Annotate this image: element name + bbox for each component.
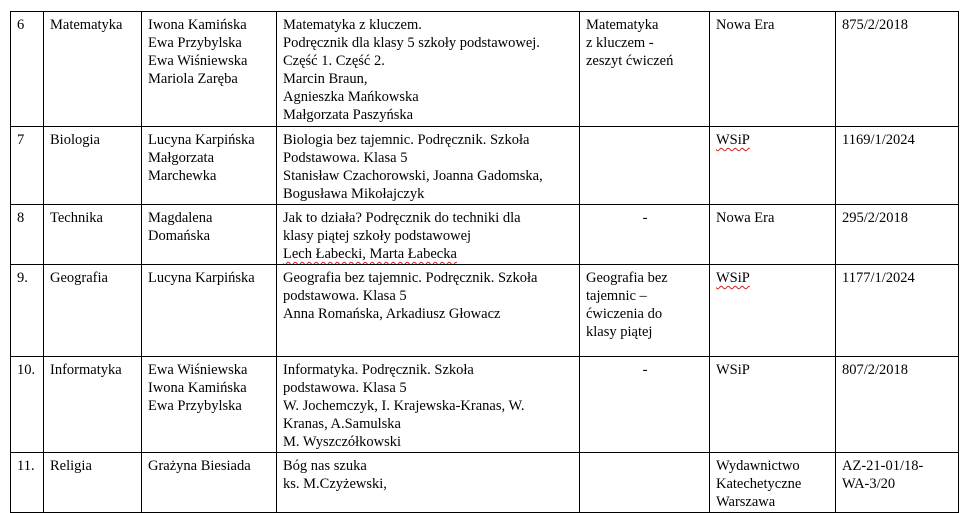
exercise-line: Matematyka xyxy=(586,17,659,33)
textbook-line: Geografia bez tajemnic. Podręcznik. Szkoła xyxy=(283,270,538,286)
row-number: 7 xyxy=(11,127,44,205)
textbook-line: Bóg nas szuka xyxy=(283,458,367,474)
subject-cell: Informatyka xyxy=(44,357,142,453)
table-row xyxy=(11,453,959,513)
exercise-book-cell xyxy=(580,205,710,265)
textbook-table xyxy=(10,11,959,513)
approval-line: 295/2/2018 xyxy=(842,210,909,226)
exercise-book-cell xyxy=(580,127,710,205)
publisher-cell xyxy=(710,453,836,513)
textbook-cell xyxy=(277,453,580,513)
publisher-cell xyxy=(710,127,836,205)
textbook-line: Biologia bez tajemnic. Podręcznik. Szkoła xyxy=(283,132,530,148)
table-row xyxy=(11,205,959,265)
approval-number-cell xyxy=(836,205,959,265)
row-number: 10. xyxy=(11,357,44,453)
textbook-line: Część 1. Część 2. xyxy=(283,53,385,69)
publisher-line: WSiP xyxy=(716,270,750,286)
textbook-cell xyxy=(277,265,580,357)
row-number: 8 xyxy=(11,205,44,265)
author-line: Iwona Kamińska xyxy=(148,380,247,396)
textbook-line: Informatyka. Podręcznik. Szkoła xyxy=(283,362,474,378)
row-number: 6 xyxy=(11,12,44,127)
approval-line: AZ-21-01/18- xyxy=(842,458,924,474)
exercise-line: tajemnic – xyxy=(586,288,647,304)
subject-cell: Biologia xyxy=(44,127,142,205)
authors-cell xyxy=(142,453,277,513)
approval-number-cell xyxy=(836,453,959,513)
textbook-cell xyxy=(277,357,580,453)
textbook-line: Anna Romańska, Arkadiusz Głowacz xyxy=(283,306,501,322)
publisher-line: Nowa Era xyxy=(716,17,775,33)
table-row xyxy=(11,357,959,453)
author-line: Lucyna Karpińska xyxy=(148,132,255,148)
textbook-line: Agnieszka Mańkowska xyxy=(283,89,419,105)
textbook-line: Lech Łabecki, Marta Łabecka xyxy=(283,246,457,262)
approval-line: 1177/1/2024 xyxy=(842,270,915,286)
exercise-line: zeszyt ćwiczeń xyxy=(586,53,674,69)
textbook-line: Stanisław Czachorowski, Joanna Gadomska, xyxy=(283,168,543,184)
textbook-line: Kranas, A.Samulska xyxy=(283,416,401,432)
textbook-line: ks. M.Czyżewski, xyxy=(283,476,387,492)
exercise-line: klasy piątej xyxy=(586,324,653,340)
author-line: Małgorzata xyxy=(148,150,215,166)
publisher-line: Katechetyczne xyxy=(716,476,802,492)
textbook-cell xyxy=(277,12,580,127)
author-line: Iwona Kamińska xyxy=(148,17,247,33)
table-row xyxy=(11,12,959,127)
author-line: Mariola Zaręba xyxy=(148,71,238,87)
approval-number-cell xyxy=(836,12,959,127)
textbook-line: Jak to działa? Podręcznik do techniki dla xyxy=(283,210,521,226)
publisher-cell xyxy=(710,205,836,265)
textbook-line: klasy piątej szkoły podstawowej xyxy=(283,228,472,244)
approval-line: WA-3/20 xyxy=(842,476,896,492)
table-row xyxy=(11,265,959,357)
authors-cell xyxy=(142,205,277,265)
approval-number-cell xyxy=(836,127,959,205)
publisher-line: WSiP xyxy=(716,362,750,378)
row-number: 11. xyxy=(11,453,44,513)
author-line: Magdalena xyxy=(148,210,213,226)
approval-number-cell xyxy=(836,265,959,357)
textbook-line: Podstawowa. Klasa 5 xyxy=(283,150,408,166)
approval-line: 807/2/2018 xyxy=(842,362,909,378)
authors-cell xyxy=(142,12,277,127)
authors-cell xyxy=(142,265,277,357)
exercise-line: z kluczem - xyxy=(586,35,654,51)
row-number: 9. xyxy=(11,265,44,357)
textbook-line: M. Wyszczółkowski xyxy=(283,434,402,450)
exercise-line: Geografia bez xyxy=(586,270,668,286)
author-line: Lucyna Karpińska xyxy=(148,270,255,286)
textbook-line: podstawowa. Klasa 5 xyxy=(283,288,407,304)
approval-number-cell xyxy=(836,357,959,453)
exercise-line: - xyxy=(642,362,648,378)
subject-cell: Matematyka xyxy=(44,12,142,127)
publisher-cell xyxy=(710,357,836,453)
approval-line: 875/2/2018 xyxy=(842,17,909,33)
exercise-book-cell xyxy=(580,265,710,357)
textbook-line: Małgorzata Paszyńska xyxy=(283,107,414,123)
textbook-line: Marcin Braun, xyxy=(283,71,368,87)
exercise-line: - xyxy=(642,210,648,226)
approval-line: 1169/1/2024 xyxy=(842,132,915,148)
publisher-cell xyxy=(710,265,836,357)
publisher-line: WSiP xyxy=(716,132,750,148)
authors-cell xyxy=(142,357,277,453)
exercise-line: ćwiczenia do xyxy=(586,306,663,322)
author-line: Ewa Przybylska xyxy=(148,35,242,51)
authors-cell xyxy=(142,127,277,205)
subject-cell: Religia xyxy=(44,453,142,513)
textbook-line: podstawowa. Klasa 5 xyxy=(283,380,407,396)
publisher-cell xyxy=(710,12,836,127)
textbook-cell xyxy=(277,127,580,205)
textbook-line: Matematyka z kluczem. xyxy=(283,17,422,33)
textbook-line: Bogusława Mikołajczyk xyxy=(283,186,425,202)
exercise-book-cell xyxy=(580,357,710,453)
exercise-book-cell xyxy=(580,453,710,513)
textbook-cell xyxy=(277,205,580,265)
textbook-line: W. Jochemczyk, I. Krajewska-Kranas, W. xyxy=(283,398,525,414)
publisher-line: Warszawa xyxy=(716,494,776,510)
subject-cell: Technika xyxy=(44,205,142,265)
author-line: Grażyna Biesiada xyxy=(148,458,251,474)
publisher-line: Nowa Era xyxy=(716,210,775,226)
author-line: Ewa Wiśniewska xyxy=(148,362,248,378)
author-line: Marchewka xyxy=(148,168,217,184)
subject-cell: Geografia xyxy=(44,265,142,357)
exercise-book-cell xyxy=(580,12,710,127)
author-line: Domańska xyxy=(148,228,211,244)
table-row xyxy=(11,127,959,205)
author-line: Ewa Wiśniewska xyxy=(148,53,248,69)
author-line: Ewa Przybylska xyxy=(148,398,242,414)
publisher-line: Wydawnictwo xyxy=(716,458,800,474)
textbook-line: Podręcznik dla klasy 5 szkoły podstawowej. xyxy=(283,35,540,51)
